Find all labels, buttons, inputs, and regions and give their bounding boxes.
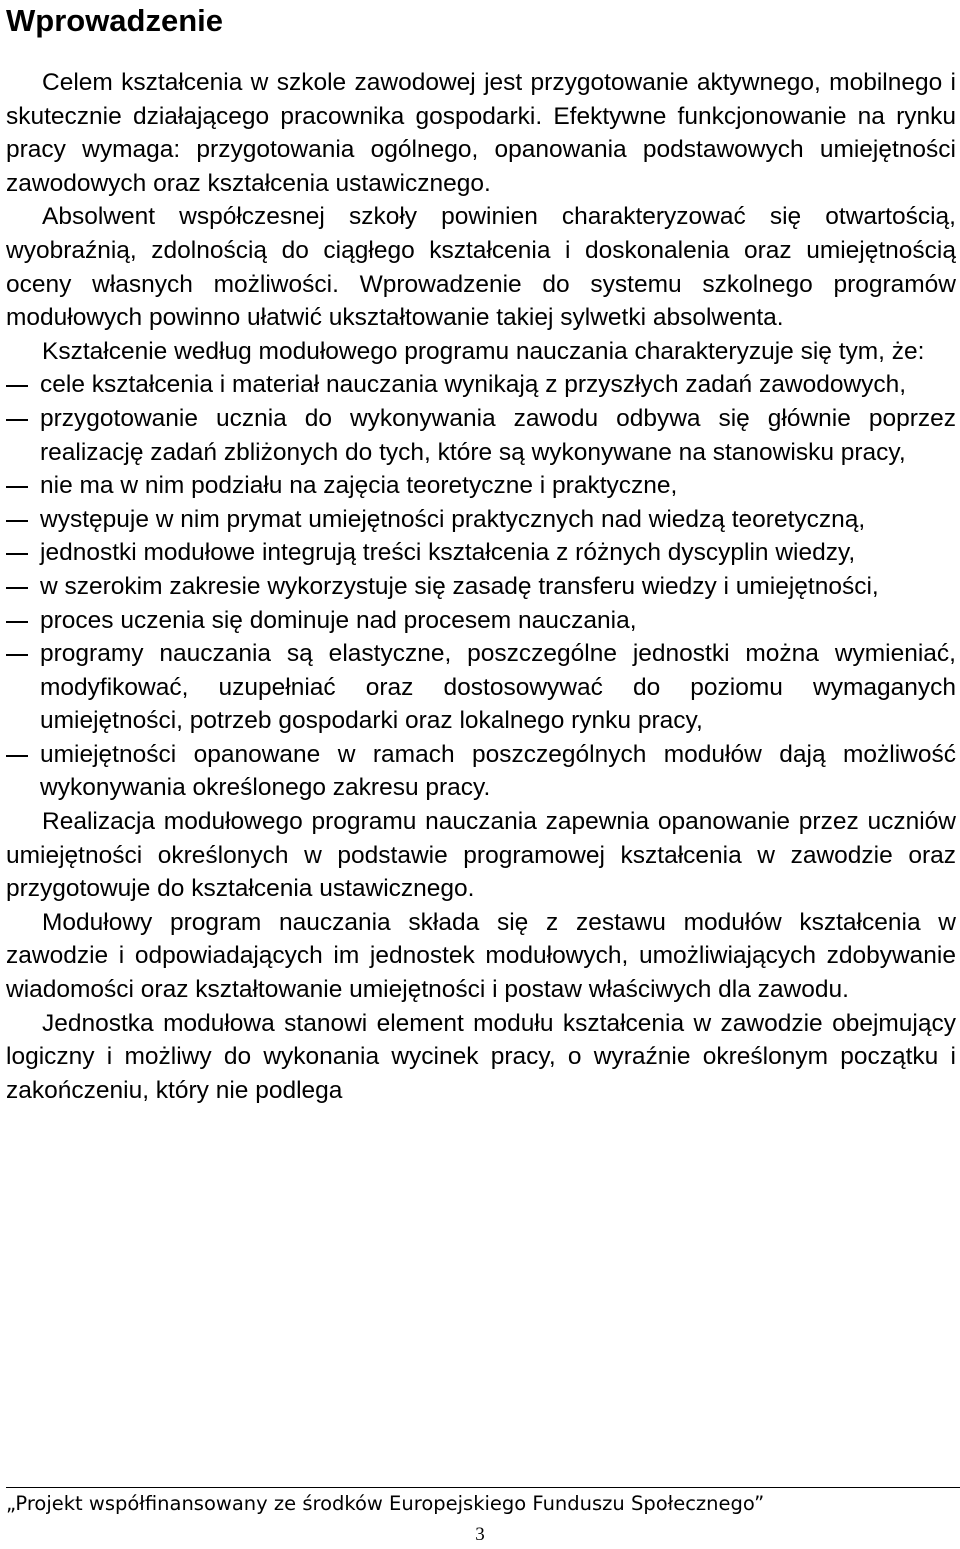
paragraph-unit: Jednostka modułowa stanowi element modułu kształcenia w zawodzie obejmujący logiczny i możliwy do wykonania wycinek pracy, o wyraźnie określonym początku i zakończeniu, który nie podlega xyxy=(6,1009,956,1104)
footer-project-note: „Projekt współfinansowany ze środków Europejskiego Funduszu Społecznego” xyxy=(6,1492,765,1515)
page-number: 3 xyxy=(475,1524,485,1545)
list-item: występuje w nim prymat umiejętności praktycznych nad wiedzą teoretyczną, xyxy=(6,503,956,537)
list-item: w szerokim zakresie wykorzystuje się zasadę transferu wiedzy i umiejętności, xyxy=(6,570,956,604)
document-page xyxy=(6,0,956,1515)
list-item: proces uczenia się dominuje nad procesem nauczania, xyxy=(6,604,956,638)
document-body xyxy=(6,66,956,1107)
paragraph-features-lead: Kształcenie według modułowego programu nauczania charakteryzuje się tym, że: xyxy=(42,337,925,365)
list-item: przygotowanie ucznia do wykonywania zawodu odbywa się głównie poprzez realizację zadań zbliżonych do tych, które są wykonywane na stanowisku pracy, xyxy=(6,402,956,469)
paragraph-realization: Realizacja modułowego programu nauczania zapewnia opanowanie przez uczniów umiejętności określonych w podstawie programowej kształcenia w zawodzie oraz przygotowuje do kształcenia ustawicznego. xyxy=(6,808,956,903)
paragraph-program: Modułowy program nauczania składa się z zestawu modułów kształcenia w zawodzie i odpowiadających im jednostek modułowych, umożliwiających zdobywanie wiadomości oraz kształtowanie umiejętności i postaw właściwych dla zawodu. xyxy=(6,908,956,1004)
features-list xyxy=(6,368,956,805)
paragraph-graduate: Absolwent współczesnej szkoły powinien charakteryzować się otwartością, wyobraźnią, zdolnością do ciągłego kształcenia i doskonalenia oraz umiejętnością oceny własnych możliwości. Wprowadzenie do systemu szkolnego programów modułowych powinno ułatwić ukształtowanie takiej sylwetki absolwenta. xyxy=(6,203,956,332)
list-item: umiejętności opanowane w ramach poszczególnych modułów dają możliwość wykonywania określonego zakresu pracy. xyxy=(6,738,956,805)
list-item: programy nauczania są elastyczne, poszczególne jednostki można wymieniać, modyfikować, uzupełniać oraz dostosowywać do poziomu wymaganych umiejętności, potrzeb gospodarki oraz lokalnego rynku pracy, xyxy=(6,637,956,738)
list-item: nie ma w nim podziału na zajęcia teoretyczne i praktyczne, xyxy=(6,469,956,503)
page-title: Wprowadzenie xyxy=(6,3,224,38)
footer-divider xyxy=(6,1487,960,1488)
list-item: jednostki modułowe integrują treści kształcenia z różnych dyscyplin wiedzy, xyxy=(6,536,956,570)
paragraph-intro: Celem kształcenia w szkole zawodowej jest przygotowanie aktywnego, mobilnego i skutecznie działającego pracownika gospodarki. Efektywne funkcjonowanie na rynku pracy wymaga: przygotowania ogólnego, opanowania podstawowych umiejętności zawodowych oraz kształcenia ustawicznego. xyxy=(6,69,956,197)
list-item: cele kształcenia i materiał nauczania wynikają z przyszłych zadań zawodowych, xyxy=(6,368,956,402)
